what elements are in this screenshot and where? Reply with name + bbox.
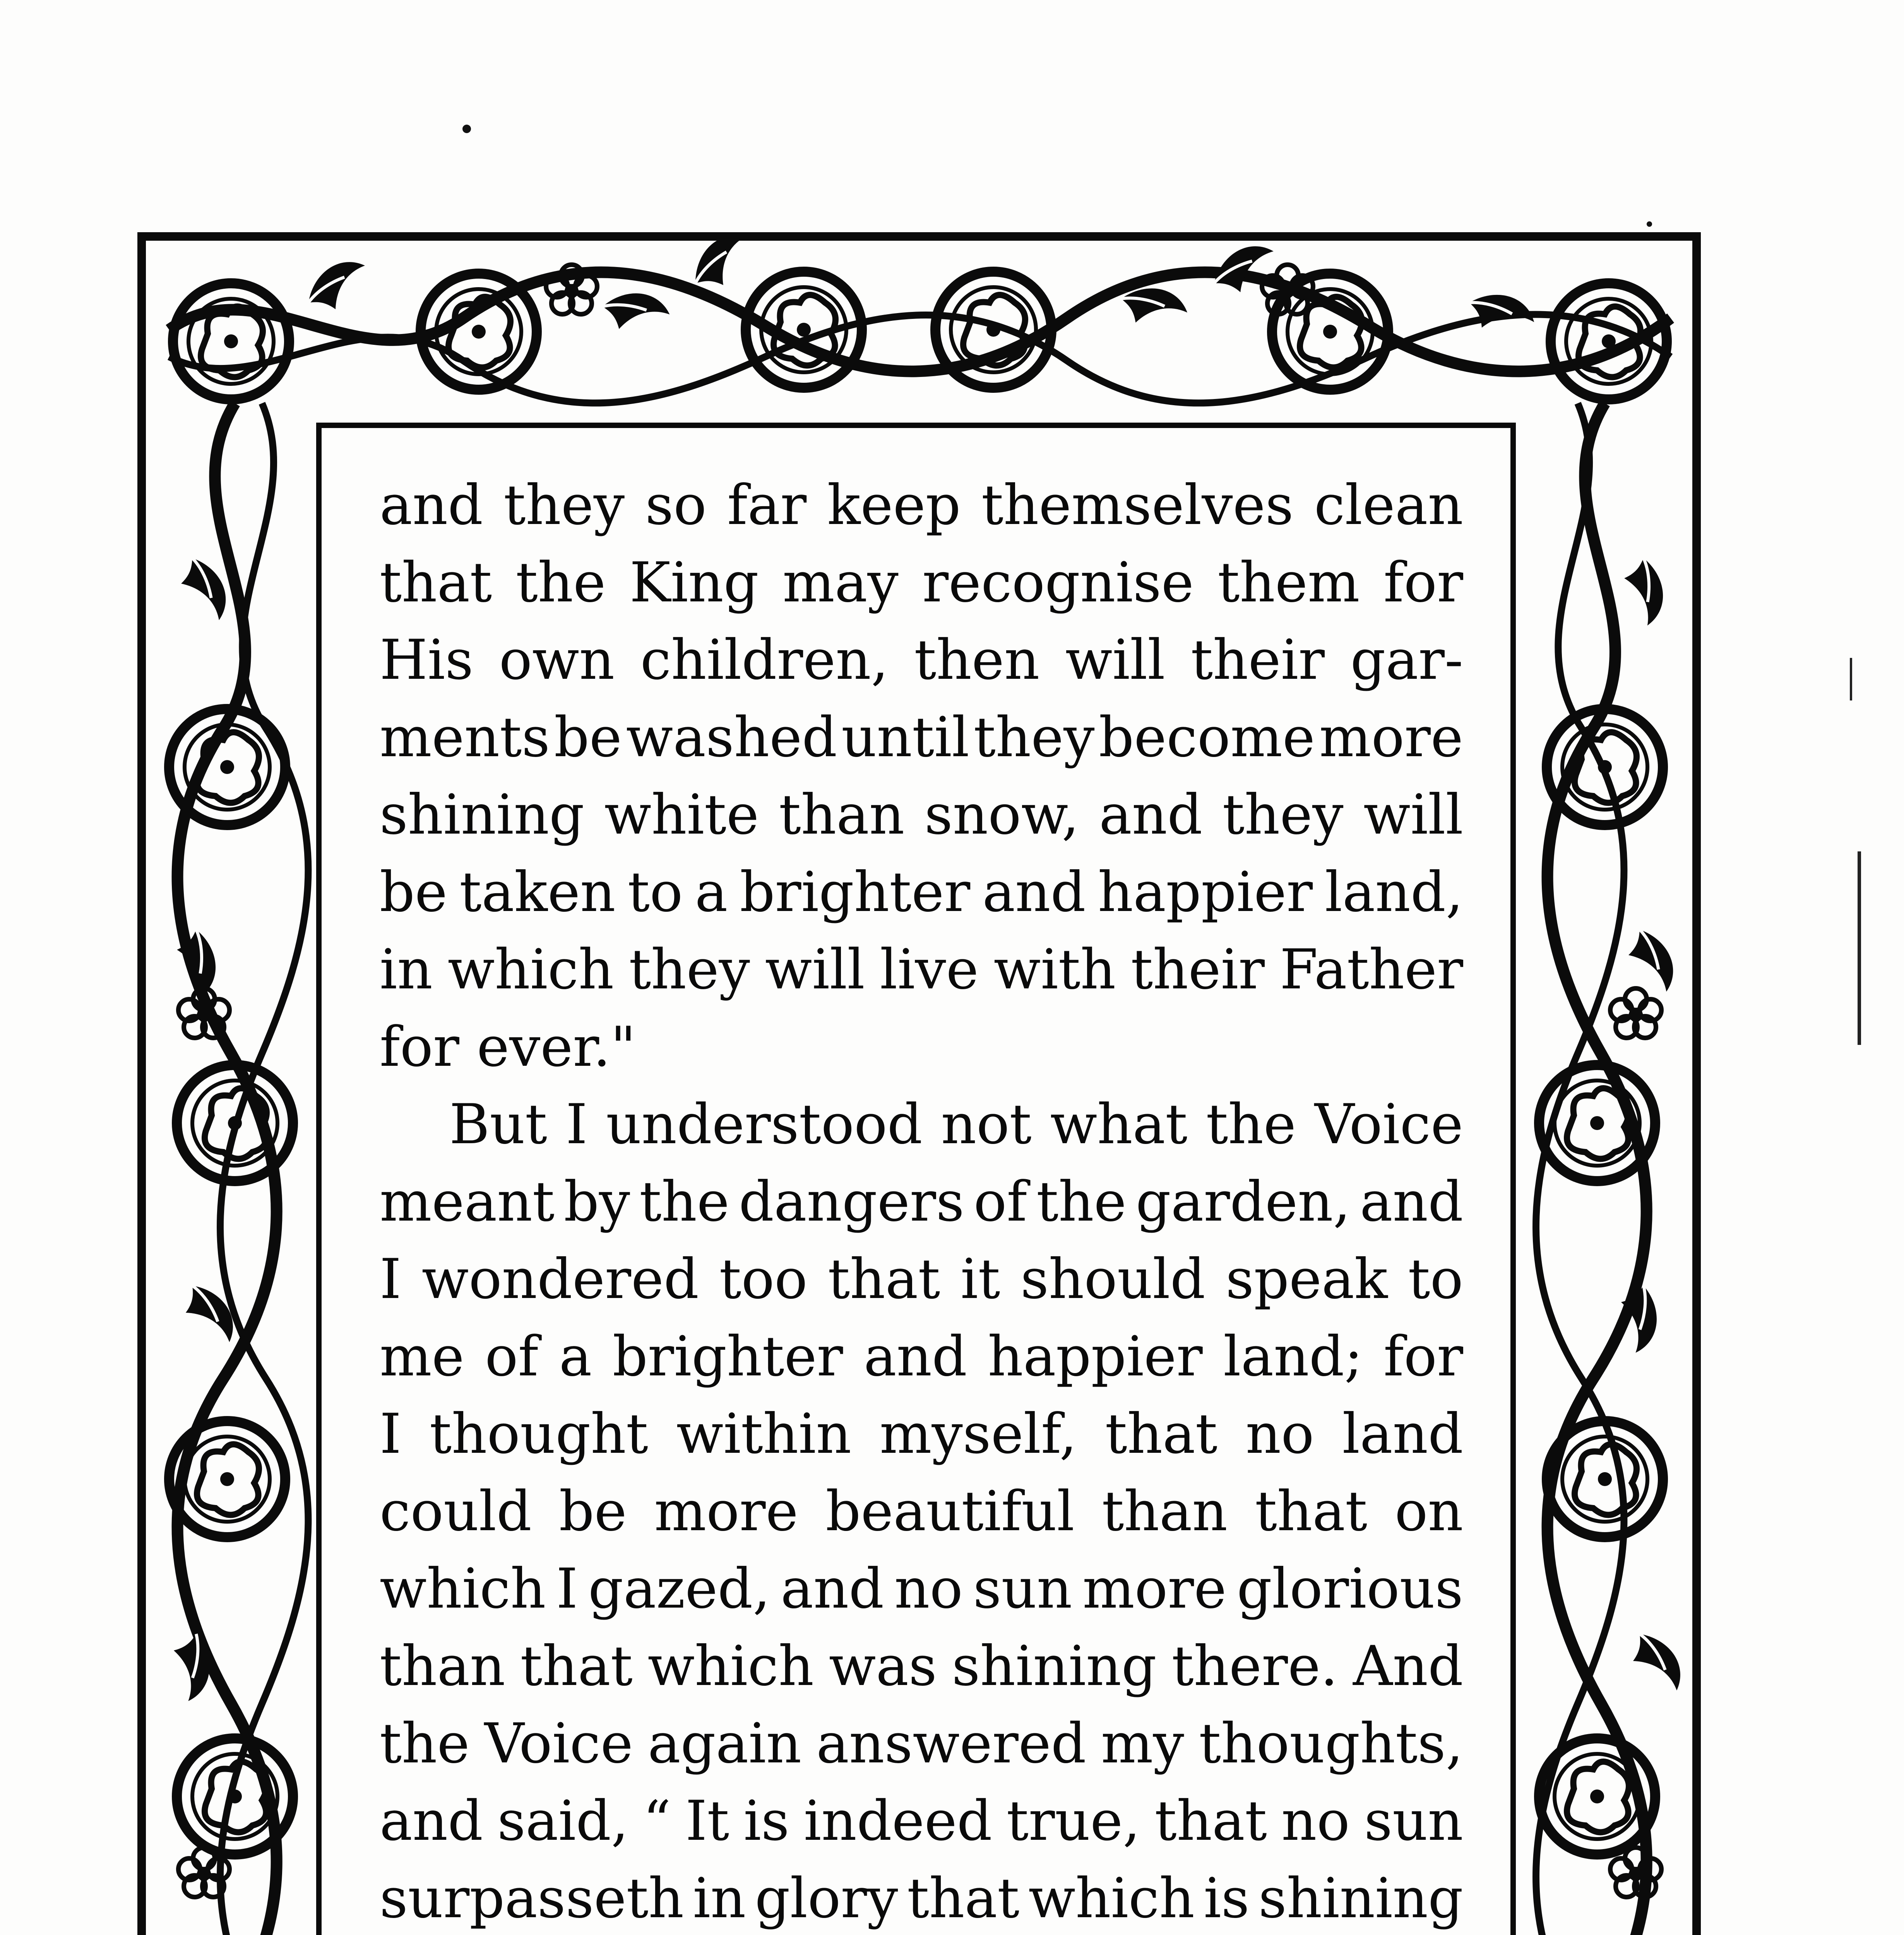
ornamental-border	[137, 232, 1701, 1935]
text-line: shining white than snow, and they will	[380, 783, 1463, 847]
text-line: meant by the dangers of the garden, and	[380, 1170, 1463, 1234]
text-line: But I understood not what the Voice	[449, 1093, 1463, 1156]
text-line: could be more beautiful than that on	[380, 1480, 1463, 1543]
text-line: and said, “ It is indeed true, that no sun	[380, 1789, 1463, 1853]
text-line: ments be washed until they become more	[380, 706, 1463, 769]
text-line: that the King may recognise them for	[380, 551, 1463, 615]
text-line: I thought within myself, that no land	[380, 1402, 1463, 1466]
text-line: me of a brighter and happier land; for	[380, 1325, 1463, 1389]
text-line: surpasseth in glory that which is shining	[380, 1867, 1463, 1930]
text-line: be taken to a brighter and happier land,	[380, 860, 1463, 924]
body-text	[380, 467, 1463, 1935]
text-line: I wondered too that it should speak to	[380, 1247, 1463, 1311]
text-line: for ever."	[380, 1015, 636, 1079]
text-line: than that which was shining there. And	[380, 1634, 1463, 1698]
text-panel	[316, 423, 1516, 1935]
text-line: His own children, then will their gar-	[380, 628, 1463, 692]
text-line: the Voice again answered my thoughts,	[380, 1712, 1463, 1776]
ink-speck	[462, 125, 471, 133]
margin-rule	[1858, 851, 1861, 1045]
margin-rule	[1850, 658, 1852, 700]
ink-speck	[1647, 221, 1652, 227]
text-line: and they so far keep themselves clean	[380, 473, 1463, 537]
text-line: in which they will live with their Father	[380, 938, 1463, 1002]
text-line: which I gazed, and no sun more glorious	[380, 1557, 1463, 1621]
